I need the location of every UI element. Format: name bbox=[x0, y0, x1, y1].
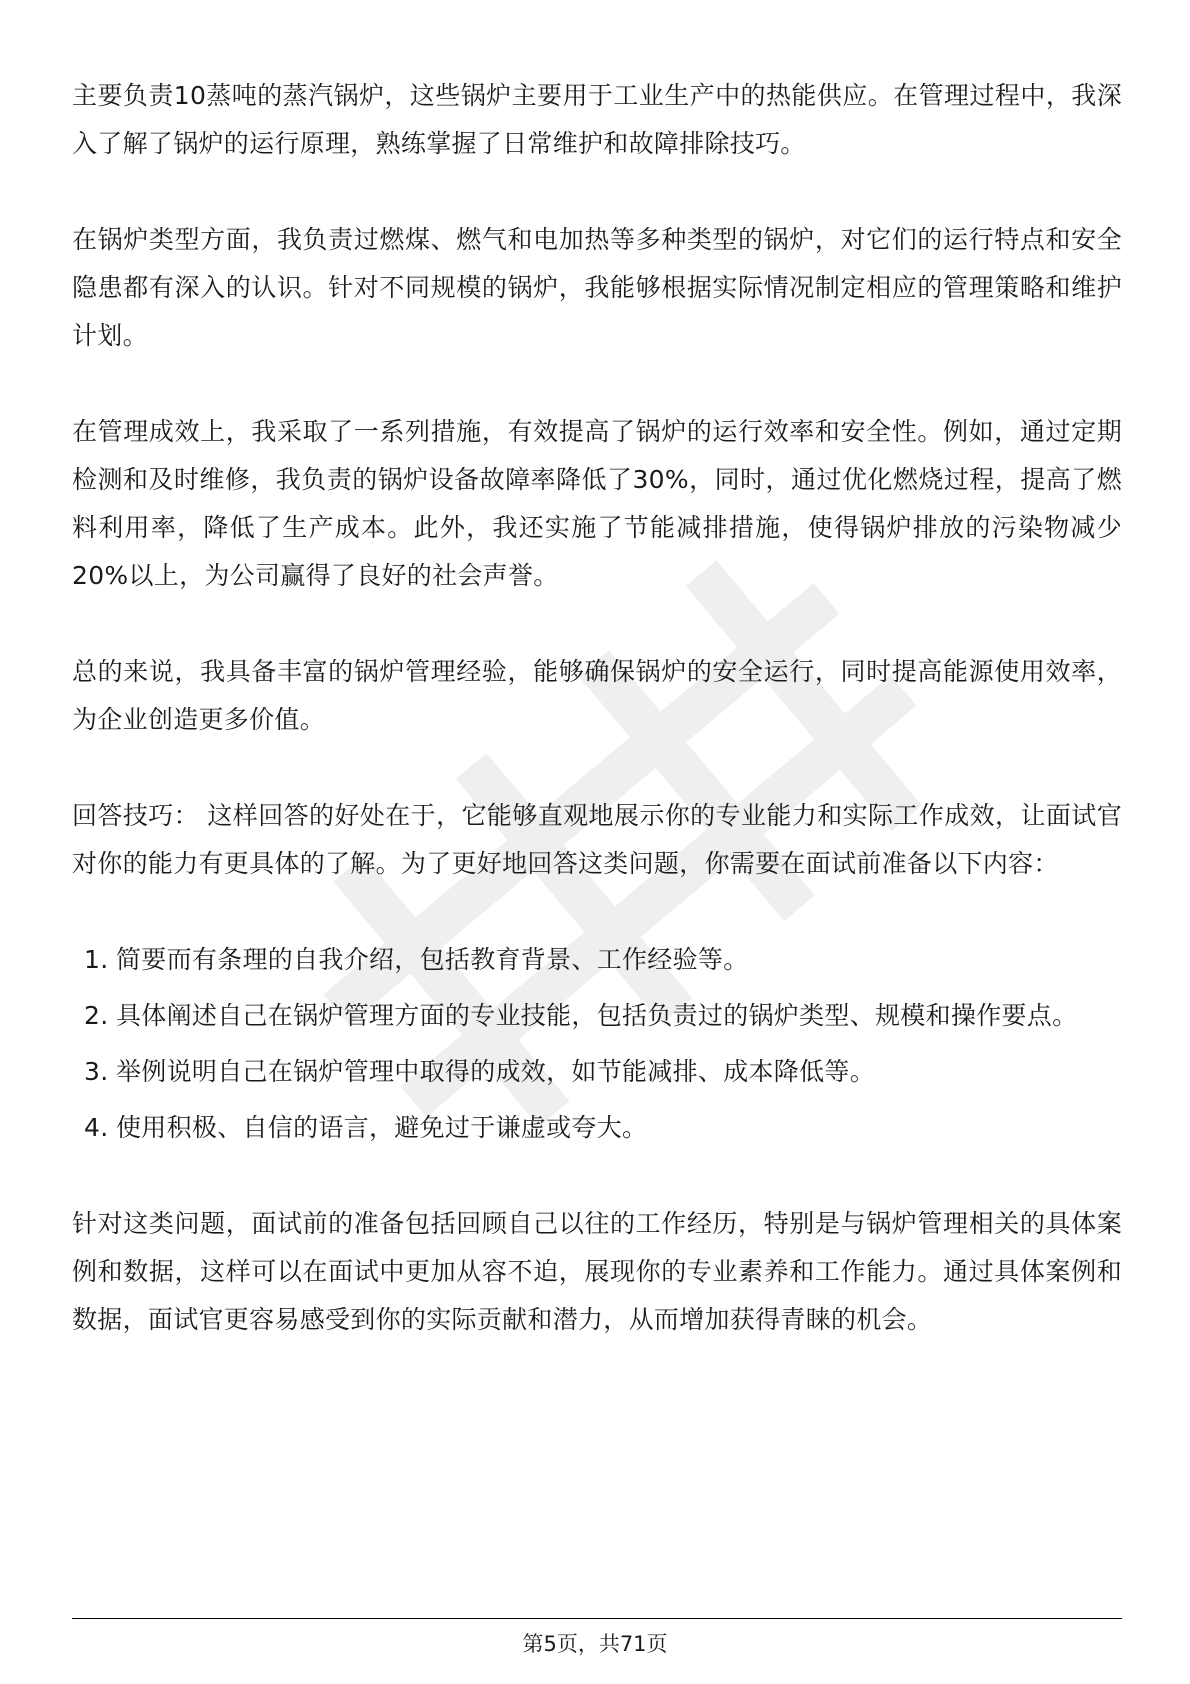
footer-divider bbox=[72, 1618, 1122, 1619]
page-content bbox=[72, 72, 1122, 1392]
list-item bbox=[72, 936, 1122, 984]
list-item-text: 使用积极、自信的语言，避免过于谦虚或夸大。 bbox=[116, 1113, 648, 1142]
list-item bbox=[72, 992, 1122, 1040]
paragraph: 针对这类问题，面试前的准备包括回顾自己以往的工作经历，特别是与锅炉管理相关的具体案例和数据，这样可以在面试中更加从容不迫，展现你的专业素养和工作能力。通过具体案例和数据，面试官更容易感受到你的实际贡献和潜力，从而增加获得青睐的机会。 bbox=[72, 1209, 1122, 1334]
paragraph: 在管理成效上，我采取了一系列措施，有效提高了锅炉的运行效率和安全性。例如，通过定期检测和及时维修，我负责的锅炉设备故障率降低了30%，同时，通过优化燃烧过程，提高了燃料利用率，降低了生产成本。此外，我还实施了节能减排措施，使得锅炉排放的污染物减少20%以上，为公司赢得了良好的社会声誉。 bbox=[72, 417, 1122, 590]
list-number: 1. bbox=[84, 945, 109, 974]
page-number: 第5页，共71页 bbox=[522, 1632, 668, 1656]
list-number: 2. bbox=[84, 1001, 109, 1030]
paragraph: 主要负责10蒸吨的蒸汽锅炉，这些锅炉主要用于工业生产中的热能供应。在管理过程中，我深入了解了锅炉的运行原理，熟练掌握了日常维护和故障排除技巧。 bbox=[72, 81, 1122, 158]
numbered-list bbox=[72, 936, 1122, 1152]
list-number: 4. bbox=[84, 1113, 109, 1142]
list-number: 3. bbox=[84, 1057, 109, 1086]
paragraph: 总的来说，我具备丰富的锅炉管理经验，能够确保锅炉的安全运行，同时提高能源使用效率，为企业创造更多价值。 bbox=[72, 657, 1122, 734]
list-item-text: 具体阐述自己在锅炉管理方面的专业技能，包括负责过的锅炉类型、规模和操作要点。 bbox=[116, 1001, 1078, 1030]
list-item bbox=[72, 1048, 1122, 1096]
list-item-text: 简要而有条理的自我介绍，包括教育背景、工作经验等。 bbox=[116, 945, 749, 974]
list-item bbox=[72, 1104, 1122, 1152]
paragraph: 在锅炉类型方面，我负责过燃煤、燃气和电加热等多种类型的锅炉，对它们的运行特点和安全隐患都有深入的认识。针对不同规模的锅炉，我能够根据实际情况制定相应的管理策略和维护计划。 bbox=[72, 225, 1122, 350]
list-item-text: 举例说明自己在锅炉管理中取得的成效，如节能减排、成本降低等。 bbox=[116, 1057, 876, 1086]
paragraph: 回答技巧： 这样回答的好处在于，它能够直观地展示你的专业能力和实际工作成效，让面试官对你的能力有更具体的了解。为了更好地回答这类问题，你需要在面试前准备以下内容： bbox=[72, 801, 1122, 878]
